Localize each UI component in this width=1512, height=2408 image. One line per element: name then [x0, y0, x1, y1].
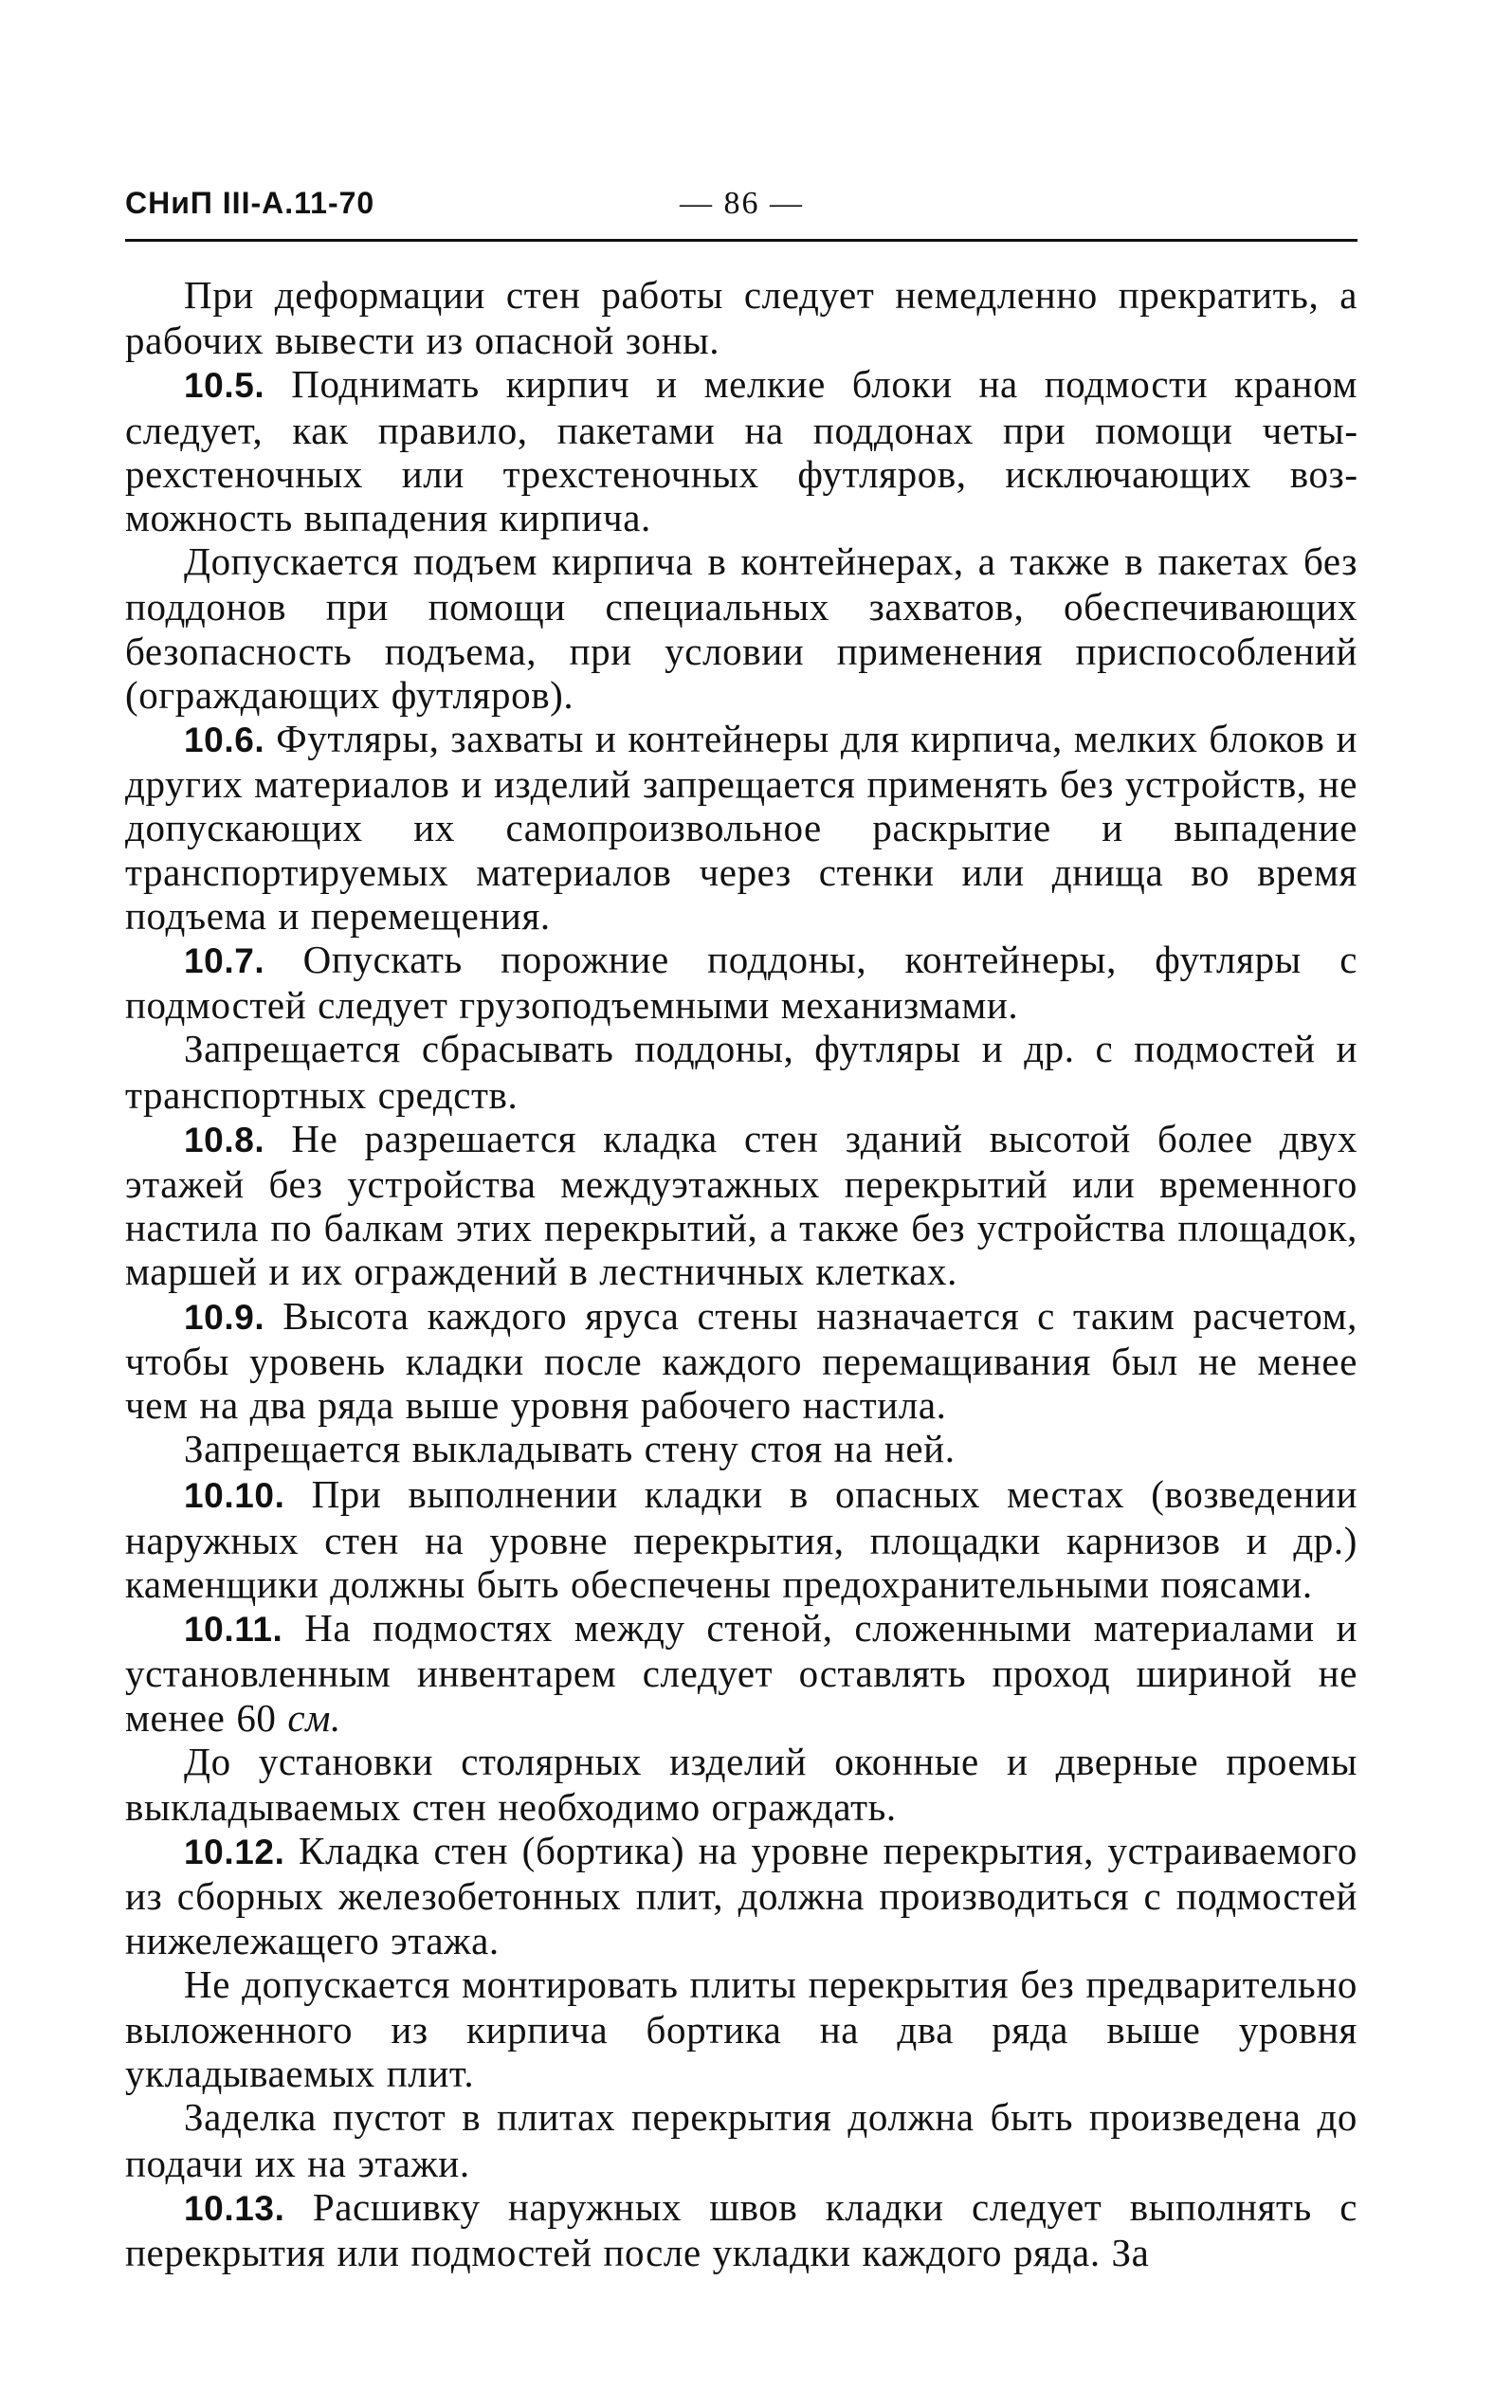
header-rule — [125, 239, 1357, 242]
paragraph-text: Не разрешается кладка стен зданий высотой более двух этажей без устройства междуэтажных перекрытий или временного настила по балкам этих перекрытий, а также без устройства площадок, маршей и их ограждений в лестничных клетках. — [125, 1116, 1357, 1294]
paragraph-number: 10.11. — [184, 1610, 283, 1650]
paragraph-number: 10.13. — [184, 2188, 285, 2228]
paragraph — [125, 2095, 1357, 2184]
paragraph-text: На подмостях между стеной, сложенными материалами и установленным инвентарем следует оставлять проход шириной не менее 60 — [125, 1606, 1357, 1740]
paragraph-text: Поднимать кирпич и мелкие блоки на подмости краном следует, как правило, пакетами на поддонах при помощи четырехстеночных или трехстеночных футляров, исключающих возможность выпадения кирпича. — [125, 362, 1357, 540]
paragraph — [125, 1606, 1357, 1740]
paragraph-text: Допускается подъем кирпича в контейнерах, а также в пакетах без поддонов при помощи специальных захватов, обеспечивающих безопасность подъема, при условии применения приспособлений (ограждающих футляров). — [125, 539, 1357, 717]
paragraph-text: Опускать порожние поддоны, контейнеры, футляры с подмостей следует грузоподъемными механизмами. — [125, 938, 1357, 1028]
paragraph-text: До установки столярных изделий оконные и дверные проемы выкладываемых стен необходимо ограждать. — [125, 1739, 1357, 1829]
paragraph-text: Футляры, захваты и контейнеры для кирпича, мелких блоков и других материалов и изделий запрещается применять без устройств, не допускающих их самопроизвольное раскрытие и выпадение транспортируемых материалов через стенки или днища во время подъема и перемещения. — [125, 717, 1357, 938]
paragraph-text: Запрещается сбрасывать поддоны, футляры и др. с подмостей и транспортных средств. — [125, 1027, 1357, 1117]
paragraph-number: 10.5. — [184, 366, 265, 406]
paragraph-text: Расшивку наружных швов кладки следует выполнять с перекрытия или подмостей после укладки каждого ряда. За — [125, 2184, 1357, 2274]
paragraph-number: 10.10. — [184, 1476, 285, 1516]
paragraph-number: 10.8. — [184, 1120, 265, 1159]
paragraph — [125, 362, 1357, 539]
paragraph — [125, 1294, 1357, 1428]
page-number: — 86 — — [680, 186, 804, 221]
paragraph-text: Запрещается выкладывать стену стоя на ней. — [184, 1427, 956, 1471]
paragraph-number: 10.7. — [184, 941, 265, 981]
paragraph-text: При деформации стен работы следует немедленно прекратить, а рабочих вывести из опасной зоны. — [125, 273, 1357, 363]
paragraph — [125, 1027, 1357, 1116]
paragraph-text: При выполнении кладки в опасных местах (возведении наружных стен на уровне перекрытия, площадки карнизов и др.) каменщики должны быть обеспечены предохранительными поясами. — [125, 1472, 1357, 1606]
page-header — [125, 186, 1357, 233]
paragraph — [125, 1962, 1357, 2096]
paragraph — [125, 1427, 1357, 1472]
paragraph — [125, 717, 1357, 938]
paragraph — [125, 539, 1357, 717]
paragraph-number: 10.12. — [184, 1833, 285, 1872]
body-text — [125, 273, 1357, 2274]
paragraph — [125, 273, 1357, 362]
unit-text: см. — [287, 1695, 341, 1740]
paragraph-text: Заделка пустот в плитах перекрытия должна быть произведена до подачи их на этажи. — [125, 2095, 1357, 2185]
paragraph — [125, 1472, 1357, 1606]
paragraph — [125, 1740, 1357, 1829]
paragraph-text: Высота каждого яруса стены назначается с таким расчетом, чтобы уровень кладки после каждого перемащивания был не менее чем на два ряда выше уровня рабочего настила. — [125, 1293, 1357, 1428]
paragraph — [125, 938, 1357, 1027]
document-code: СНиП III-А.11-70 — [125, 186, 375, 220]
paragraph-text: Не допускается монтировать плиты перекрытия без предварительно выложенного из кирпича бортика на два ряда выше уровня укладываемых плит. — [125, 1961, 1357, 2096]
paragraph-text: Кладка стен (бортика) на уровне перекрытия, устраиваемого из сборных железобетонных плит, должна производиться с подмостей нижележащего этажа. — [125, 1829, 1357, 1962]
paragraph-number: 10.9. — [184, 1297, 265, 1337]
paragraph-number: 10.6. — [184, 721, 265, 760]
paragraph — [125, 1829, 1357, 1962]
paragraph — [125, 1117, 1357, 1294]
paragraph — [125, 2185, 1357, 2274]
